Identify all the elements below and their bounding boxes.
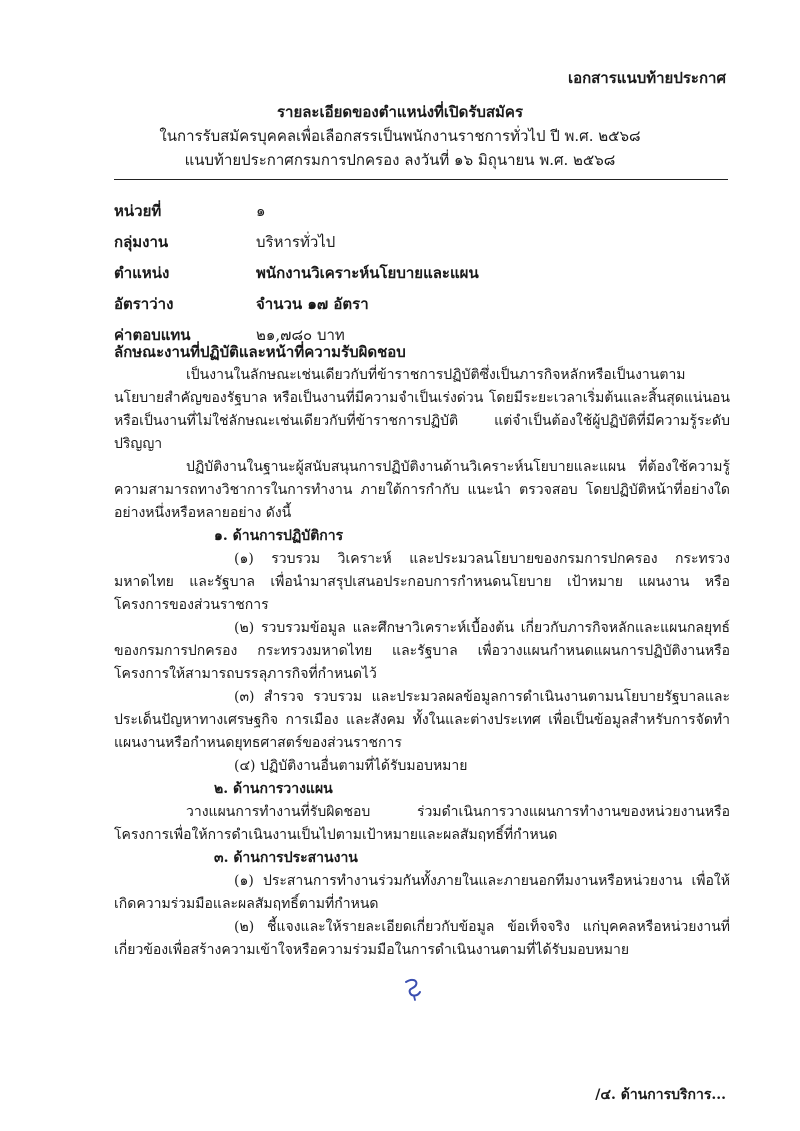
section-planning-text: วางแผนการทำงานที่รับผิดชอบ ร่วมดำเนินการวางแผนการทำงานของหน่วยงานหรือโครงการเพื่อให้การดำเนินงานเป็นไปตามเป้าหมายและผลสัมฤทธิ์ที่กำหนด [114, 804, 730, 843]
signature-initials-icon [400, 976, 426, 1002]
section-planning-title: ๒. ด้านการวางแผน [214, 781, 333, 797]
position-info [114, 196, 734, 351]
info-label: กลุ่มงาน [114, 233, 169, 251]
section-coordination-title: ๓. ด้านการประสานงาน [214, 850, 358, 866]
info-row-group [114, 227, 734, 258]
duties-section [114, 341, 730, 962]
document-subtitle-1: ในการรับสมัครบุคคลเพื่อเลือกสรรเป็นพนักงานราชการทั่วไป ปี พ.ศ. ๒๕๖๘ [159, 127, 641, 145]
list-item: (๓) สำรวจ รวบรวม และประมวลผลข้อมูลการดำเนินงานตามนโยบายรัฐบาลและประเด็นปัญหาทางเศรษฐกิจ การเมือง และสังคม ทั้งในและต่างประเทศ เพื่อเป็นข้อมูลสำหรับการจัดทำแผนงานหรือกำหนดยุทธศาสตร์ของส่วนราชการ [114, 689, 730, 751]
list-item: (๒) รวบรวมข้อมูล และศึกษาวิเคราะห์เบื้องต้น เกี่ยวกับภารกิจหลักและแผนกลยุทธ์ของกรมการปกครอง กระทรวงมหาดไทย และรัฐบาล เพื่อวางแผนกำหนดแผนการปฏิบัติงานหรือโครงการให้สามารถบรรลุภารกิจที่กำหนดไว้ [114, 620, 730, 682]
info-row-vacancy [114, 289, 734, 320]
list-item: (๑) ประสานการทำงานร่วมกันทั้งภายในและภายนอกทีมงานหรือหน่วยงาน เพื่อให้เกิดความร่วมมือและผลสัมฤทธิ์ตามที่กำหนด [114, 873, 730, 912]
info-value: พนักงานวิเคราะห์นโยบายและแผน [256, 264, 479, 282]
list-item: (๑) รวบรวม วิเคราะห์ และประมวลนโยบายของกรมการปกครอง กระทรวงมหาดไทย และรัฐบาล เพื่อนำมาสรุปเสนอประกอบการกำหนดนโยบาย เป้าหมาย แผนงาน หรือโครงการของส่วนราชการ [114, 551, 730, 613]
info-label: อัตราว่าง [114, 295, 174, 313]
page-continuation: /๔. ด้านการบริการ... [595, 1087, 726, 1103]
list-item: (๔) ปฏิบัติงานอื่นตามที่ได้รับมอบหมาย [234, 758, 468, 774]
duties-intro-1: เป็นงานในลักษณะเช่นเดียวกับที่ข้าราชการปฏิบัติซึ่งเป็นภารกิจหลักหรือเป็นงานตามนโยบายสำคัญของรัฐบาล หรือเป็นงานที่มีความจำเป็นเร่งด่วน โดยมีระยะเวลาเริ่มต้นและสิ้นสุดแน่นอน หรือเป็นงานที่ไม่ใช่ลักษณะเช่นเดียวกับที่ข้าราชการปฏิบัติ แต่จำเป็นต้องใช้ผู้ปฏิบัติที่มีความรู้ระดับปริญญา [114, 367, 730, 452]
info-label: ตำแหน่ง [114, 264, 170, 282]
info-value: ๑ [256, 202, 266, 220]
attachment-label: เอกสารแนบท้ายประกาศ [567, 69, 726, 87]
title-block [112, 100, 688, 172]
section-operations-title: ๑. ด้านการปฏิบัติการ [214, 528, 344, 544]
header-divider [114, 179, 728, 180]
duties-heading: ลักษณะงานที่ปฏิบัติและหน้าที่ความรับผิดชอบ [114, 343, 406, 361]
info-label: ค่าตอบแทน [114, 326, 191, 344]
document-title: รายละเอียดของตำแหน่งที่เปิดรับสมัคร [276, 103, 524, 121]
info-label: หน่วยที่ [114, 202, 162, 220]
info-value: จำนวน ๑๗ อัตรา [256, 295, 369, 313]
document-subtitle-2: แนบท้ายประกาศกรมการปกครอง ลงวันที่ ๑๖ มิถุนายน พ.ศ. ๒๕๖๘ [184, 151, 616, 169]
list-item: (๒) ชี้แจงและให้รายละเอียดเกี่ยวกับข้อมูล ข้อเท็จจริง แก่บุคคลหรือหน่วยงานที่เกี่ยวข้องเพื่อสร้างความเข้าใจหรือความร่วมมือในการดำเนินงานตามที่ได้รับมอบหมาย [114, 919, 730, 958]
info-row-position [114, 258, 734, 289]
duties-intro-2: ปฏิบัติงานในฐานะผู้สนับสนุนการปฏิบัติงานด้านวิเคราะห์นโยบายและแผน ที่ต้องใช้ความรู้ความสามารถทางวิชาการในการทำงาน ภายใต้การกำกับ แนะนำ ตรวจสอบ โดยปฏิบัติหน้าที่อย่างใดอย่างหนึ่งหรือหลายอย่าง ดังนี้ [114, 459, 730, 521]
info-value: ๒๑,๗๘๐ บาท [256, 326, 345, 344]
info-row-unit [114, 196, 734, 227]
info-value: บริหารทั่วไป [256, 233, 336, 251]
